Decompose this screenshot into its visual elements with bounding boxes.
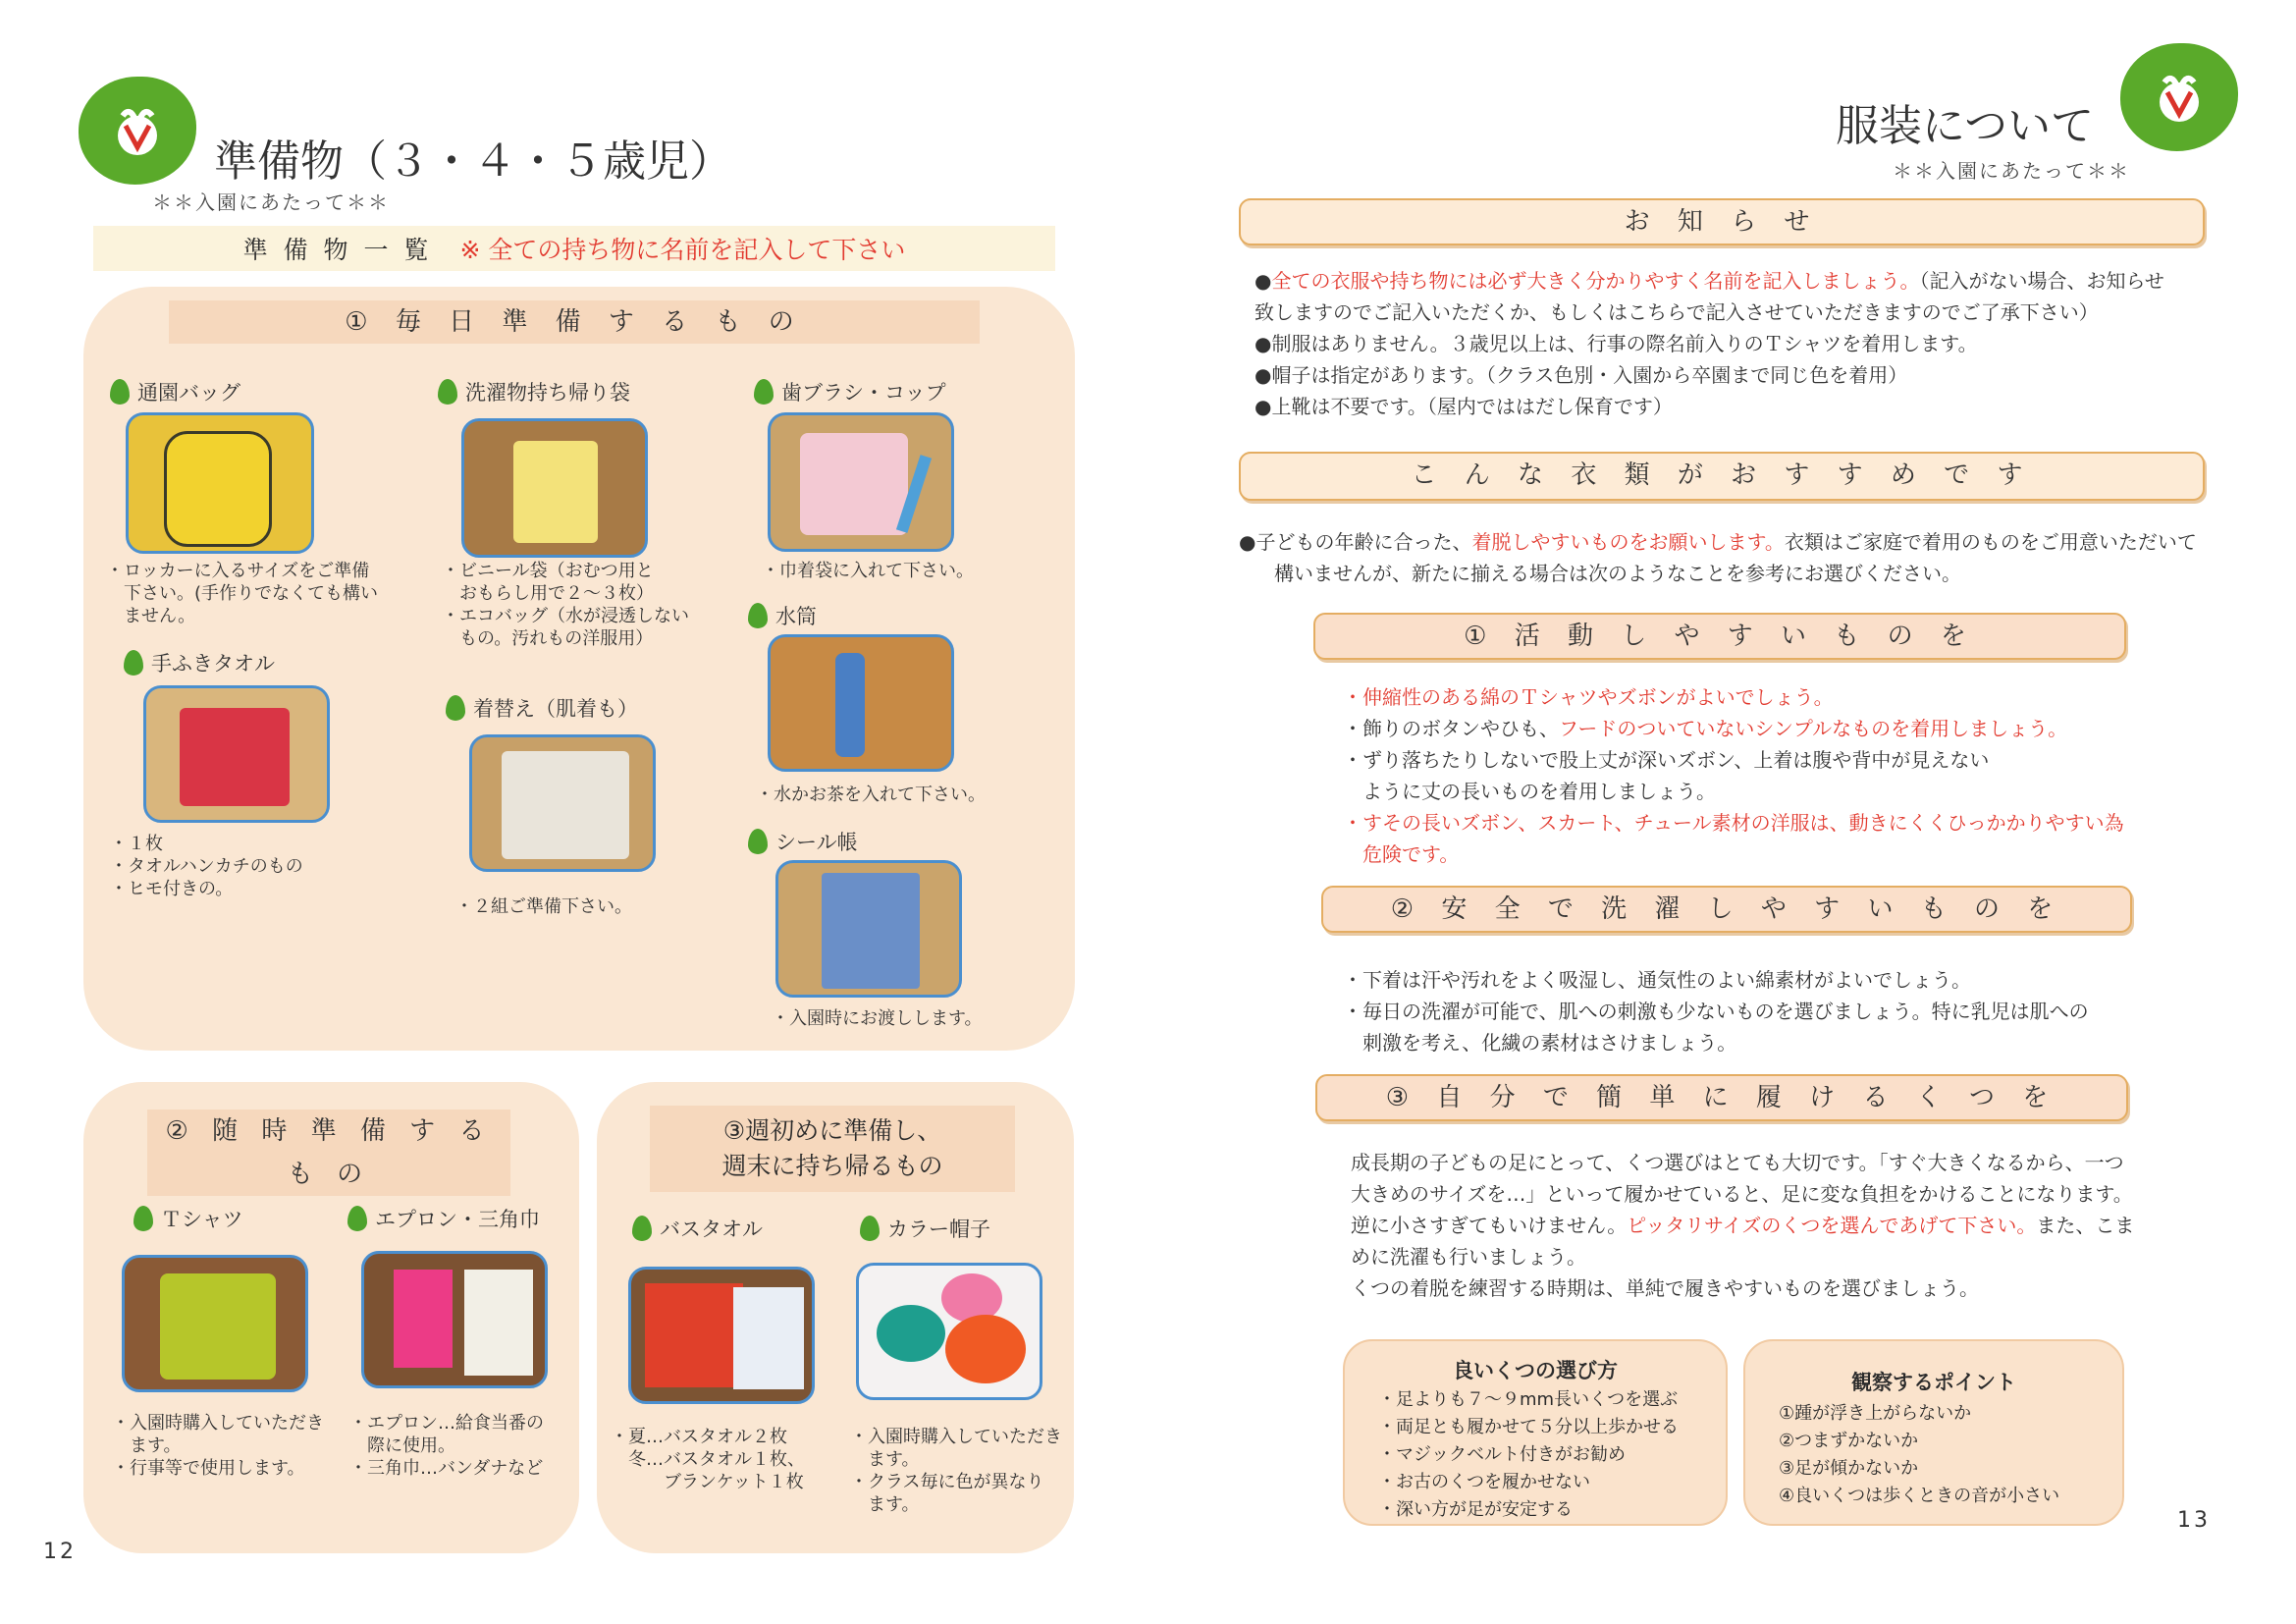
leaf-icon	[133, 1206, 153, 1231]
change-clothes-photo	[469, 734, 656, 872]
item-tshirt: Ｔシャツ	[133, 1204, 243, 1233]
leaf-icon	[110, 379, 130, 405]
leaf-icon	[748, 603, 768, 628]
tshirt-photo	[122, 1255, 308, 1392]
item-water-bottle: 水筒	[748, 601, 817, 630]
recommend-text: ●子どもの年齢に合った、着脱しやすいものをお願いします。衣類はご家庭で着用のものをご用意いただいて 構いませんが、新たに揃える場合は次のようなことを参考にお選びください。	[1239, 530, 2197, 585]
right-page-title: 服装について	[1836, 101, 2095, 151]
item-bath-towel: バスタオル	[632, 1214, 763, 1243]
apron-note: ・エプロン…給食当番の 際に使用。 ・三角巾…バンダナなど	[349, 1413, 544, 1479]
leaf-icon	[347, 1206, 367, 1231]
apron-photo	[361, 1251, 548, 1388]
tips-observation: 観察するポイント ①踵が浮き上がらないか ②つまずかないか ③足が傾かないか ④良いくつは歩くときの音が小さい	[1743, 1339, 2124, 1526]
leaf-icon	[124, 650, 143, 676]
section3-heading: ③ 自 分 で 簡 単 に 履 け る く つ を	[1315, 1074, 2128, 1121]
sticker-book-note: ・入園時にお渡しします。	[772, 1008, 983, 1029]
item-toothbrush-cup: 歯ブラシ・コップ	[754, 377, 946, 406]
change-clothes-note: ・２組ご準備下さい。	[455, 896, 632, 917]
leaf-icon	[754, 379, 774, 405]
item-sticker-book: シール帳	[748, 827, 858, 856]
tips-observation-list: ①踵が浮き上がらないか ②つまずかないか ③足が傾かないか ④良いくつは歩くときの音が小さい	[1779, 1403, 2060, 1506]
bath-towel-photo	[628, 1267, 815, 1404]
bath-towel-note: ・夏…バスタオル２枚 冬…バスタオル１枚、 ブランケット１枚	[611, 1427, 805, 1492]
water-bottle-note: ・水かお茶を入れて下さい。	[756, 785, 986, 805]
leaf-icon	[860, 1216, 880, 1241]
color-hat-note: ・入園時購入していただき ます。 ・クラス毎に色が異なり ます。	[850, 1427, 1062, 1515]
laundry-bag-photo	[461, 418, 648, 558]
leaf-icon	[632, 1216, 652, 1241]
tips-good-shoes-list: ・足よりも７～９mm長いくつを選ぶ ・両足とも履かせて５分以上歩かせる ・マジックベルト付きがお勧め ・お古のくつを履かせない ・深い方が足が安定する	[1378, 1389, 1679, 1520]
item-school-bag: 通園バッグ	[110, 377, 240, 406]
water-bottle-photo	[768, 634, 954, 772]
section3-text: 成長期の子どもの足にとって、くつ選びはとても大切です。「すぐ大きくなるから、一つ 大きめのサイズを…」といって履かせていると、足に変な負担をかけることになります。 逆に小さすぎてもいけません。ピッタリサイズのくつを選んであげて下さい。また、こま めに洗濯も行いましょう。 くつの着脱を練習する時期は、単純で履きやすいものを選びましょう。	[1351, 1151, 2135, 1300]
daily-heading: ① 毎 日 準 備 す る も の	[169, 300, 980, 344]
section2-heading: ② 安 全 で 洗 濯 し や す い も の を	[1321, 886, 2132, 933]
page-subtitle: ＊＊入園にあたって＊＊	[152, 190, 390, 214]
item-color-hat: カラー帽子	[860, 1214, 990, 1243]
page-title: 準備物（３・４・５歳児）	[214, 136, 732, 187]
leaf-icon	[446, 695, 465, 721]
color-hat-photo	[856, 1263, 1042, 1400]
section2-text: ・下着は汗や汚れをよく吸湿し、通気性のよい綿素材がよいでしょう。 ・毎日の洗濯が可能で、肌への刺激も少ないものを選びましょう。特に乳児は肌への 刺激を考え、化繊の素材はさけましょう。	[1343, 968, 2089, 1055]
list-warning: ※ 全ての持ち物に名前を記入して下さい	[459, 236, 906, 264]
item-hand-towel: 手ふきタオル	[124, 648, 275, 677]
kindergarten-logo-left	[79, 77, 196, 185]
page-number-left: 12	[43, 1540, 77, 1564]
laundry-bag-note: ・ビニール袋（おむつ用と おもらし用で２～３枚） ・エコバッグ（水が浸透しない もの。汚れもの洋服用）	[442, 561, 689, 649]
toothbrush-cup-note: ・巾着袋に入れて下さい。	[762, 561, 974, 581]
school-bag-photo	[126, 412, 314, 554]
item-apron: エプロン・三角巾	[347, 1204, 540, 1233]
item-change-clothes: 着替え（肌着も）	[446, 693, 638, 723]
hand-towel-photo	[143, 685, 330, 823]
list-label: 準 備 物 一 覧	[242, 236, 433, 264]
notice-text: ●全ての衣服や持ち物には必ず大きく分かりやすく名前を記入しましょう。（記入がない場合、お知らせ 致しますのでご記入いただくか、もしくはこちらで記入させていただきますのでご了承下さい） ●制服はありません。３歳児以上は、行事の際名前入りのＴシャツを着用します。 ●帽子は指定があります。（クラス色別・入園から卒園まで同じ色を着用） ●上靴は不要です。（屋内でははだし保育です）	[1255, 269, 2164, 418]
section1-text: ・伸縮性のある綿のＴシャツやズボンがよいでしょう。 ・飾りのボタンやひも、フードのついていないシンプルなものを着用しましょう。 ・ずり落ちたりしないで股上丈が深いズボン、上着は腹や背中が見えない ように丈の長いものを着用しましょう。 ・すその長いズボン、スカート、チュール素材の洋服は、動きにくくひっかかりやすい為 危険です。	[1343, 685, 2124, 866]
weekly-heading: ③週初めに準備し、 週末に持ち帰るもの	[650, 1106, 1015, 1192]
right-page-subtitle: ＊＊入園にあたって＊＊	[1893, 159, 2130, 183]
asneeded-heading: ② 随 時 準 備 す る も の	[147, 1110, 510, 1196]
kindergarten-logo-right	[2120, 43, 2238, 151]
recommend-heading: こ ん な 衣 類 が お す す め で す	[1239, 452, 2205, 501]
list-header-bar	[93, 226, 1055, 271]
tshirt-note: ・入園時購入していただき ます。 ・行事等で使用します。	[112, 1413, 324, 1479]
sticker-book-photo	[775, 860, 962, 998]
toothbrush-cup-photo	[768, 412, 954, 552]
hand-towel-note: ・１枚 ・タオルハンカチのもの ・ヒモ付きの。	[110, 834, 303, 899]
item-laundry-bag: 洗濯物持ち帰り袋	[438, 377, 630, 406]
page-number-right: 13	[2177, 1508, 2211, 1533]
notice-heading: お 知 ら せ	[1239, 198, 2205, 245]
section1-heading: ① 活 動 し や す い も の を	[1313, 613, 2126, 660]
leaf-icon	[438, 379, 457, 405]
school-bag-note: ・ロッカーに入るサイズをご準備 下さい。(手作りでなくても構い ません。	[106, 561, 379, 626]
leaf-icon	[748, 829, 768, 854]
tips-good-shoes: 良いくつの選び方 ・足よりも７～９mm長いくつを選ぶ ・両足とも履かせて５分以上歩かせる ・マジックベルト付きがお勧め ・お古のくつを履かせない ・深い方が足が安定する	[1343, 1339, 1728, 1526]
